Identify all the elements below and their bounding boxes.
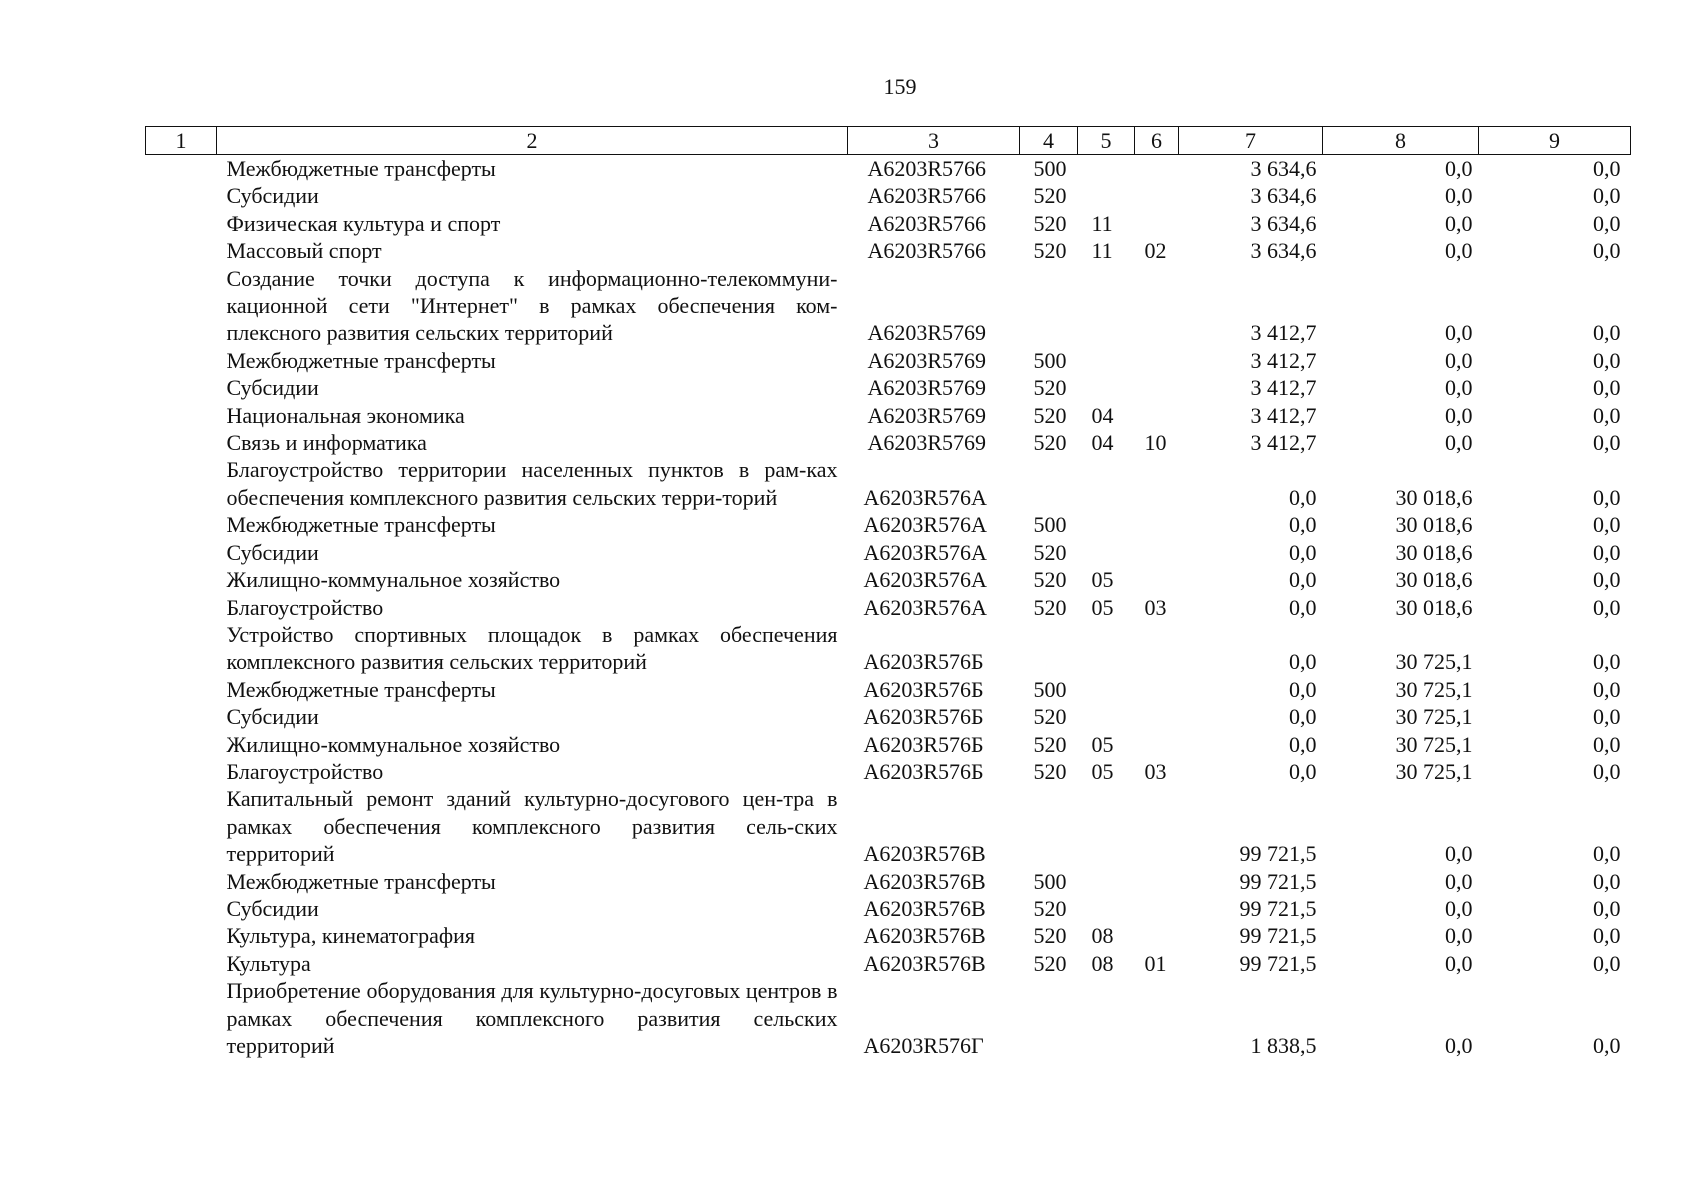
expense-type: 520 bbox=[1033, 594, 1067, 620]
target-code: A6203R576A bbox=[863, 484, 987, 510]
item-name: Субсидии bbox=[226, 375, 319, 401]
amount-col-8: 30 018,6 bbox=[1395, 567, 1473, 593]
expense-type: 520 bbox=[1033, 758, 1067, 784]
item-name: Жилищно-коммунальное хозяйство bbox=[226, 567, 561, 593]
row-number bbox=[146, 237, 217, 264]
amount-col-8: 0,0 bbox=[1445, 210, 1473, 236]
target-code: A6203R5766 bbox=[867, 183, 987, 209]
table-row bbox=[146, 703, 1631, 730]
amount-col-8: 0,0 bbox=[1445, 238, 1473, 264]
section bbox=[1078, 182, 1135, 209]
row-number bbox=[146, 758, 217, 785]
section: 04 bbox=[1091, 402, 1114, 428]
target-code: A6203R576Б bbox=[863, 649, 984, 675]
row-number bbox=[146, 182, 217, 209]
amount-col-9: 0,0 bbox=[1593, 567, 1621, 593]
table-row bbox=[146, 785, 1631, 867]
target-code: A6203R5766 bbox=[867, 210, 987, 236]
row-number bbox=[146, 731, 217, 758]
target-code: A6203R576A bbox=[863, 539, 987, 565]
row-number bbox=[146, 456, 217, 511]
amount-col-8: 30 725,1 bbox=[1395, 758, 1473, 784]
amount-col-9: 0,0 bbox=[1593, 676, 1621, 702]
row-number bbox=[146, 210, 217, 237]
subsection bbox=[1135, 265, 1179, 347]
amount-col-9: 0,0 bbox=[1593, 758, 1621, 784]
expense-type: 520 bbox=[1033, 895, 1067, 921]
section bbox=[1078, 347, 1135, 374]
section bbox=[1078, 155, 1135, 183]
expense-type: 520 bbox=[1033, 402, 1067, 428]
amount-col-7: 3 634,6 bbox=[1250, 183, 1317, 209]
header-col-4: 4 bbox=[1020, 127, 1078, 155]
item-name: Субсидии bbox=[226, 183, 319, 209]
subsection bbox=[1135, 539, 1179, 566]
header-col-6: 6 bbox=[1135, 127, 1179, 155]
row-number bbox=[146, 922, 217, 949]
amount-col-9: 0,0 bbox=[1593, 375, 1621, 401]
item-name: Межбюджетные трансферты bbox=[226, 868, 496, 894]
target-code: A6203R576В bbox=[863, 841, 986, 867]
table-row bbox=[146, 511, 1631, 538]
target-code: A6203R5766 bbox=[867, 156, 987, 181]
amount-col-9: 0,0 bbox=[1593, 156, 1621, 181]
table-header bbox=[146, 127, 1631, 155]
amount-col-7: 99 721,5 bbox=[1239, 950, 1317, 976]
item-name: Устройство спортивных площадок в рамках обеспечения комплексного развития сельских территорий bbox=[226, 621, 838, 675]
expense-type: 500 bbox=[1033, 868, 1067, 894]
expense-type: 520 bbox=[1033, 567, 1067, 593]
amount-col-9: 0,0 bbox=[1593, 210, 1621, 236]
amount-col-7: 1 838,5 bbox=[1250, 1033, 1317, 1058]
table-row bbox=[146, 237, 1631, 264]
target-code: A6203R576В bbox=[863, 895, 986, 921]
amount-col-9: 0,0 bbox=[1593, 512, 1621, 538]
amount-col-8: 0,0 bbox=[1445, 402, 1473, 428]
table-row bbox=[146, 922, 1631, 949]
amount-col-8: 30 018,6 bbox=[1395, 484, 1473, 510]
target-code: A6203R576A bbox=[863, 512, 987, 538]
header-col-2: 2 bbox=[217, 127, 848, 155]
amount-col-9: 0,0 bbox=[1593, 1033, 1621, 1058]
table-row bbox=[146, 950, 1631, 977]
amount-col-7: 0,0 bbox=[1289, 704, 1317, 730]
amount-col-7: 0,0 bbox=[1289, 484, 1317, 510]
subsection bbox=[1135, 676, 1179, 703]
amount-col-9: 0,0 bbox=[1593, 950, 1621, 976]
table-row bbox=[146, 676, 1631, 703]
amount-col-8: 0,0 bbox=[1445, 895, 1473, 921]
amount-col-7: 0,0 bbox=[1289, 512, 1317, 538]
target-code: A6203R5769 bbox=[867, 430, 987, 456]
item-name: Благоустройство bbox=[226, 594, 384, 620]
subsection: 01 bbox=[1144, 950, 1167, 976]
amount-col-7: 0,0 bbox=[1289, 594, 1317, 620]
amount-col-8: 0,0 bbox=[1445, 156, 1473, 181]
header-col-1: 1 bbox=[146, 127, 217, 155]
subsection bbox=[1135, 347, 1179, 374]
table-row bbox=[146, 210, 1631, 237]
subsection bbox=[1135, 922, 1179, 949]
header-col-9: 9 bbox=[1479, 127, 1631, 155]
table-row bbox=[146, 868, 1631, 895]
section bbox=[1078, 785, 1135, 867]
target-code: A6203R576В bbox=[863, 923, 986, 949]
amount-col-8: 30 018,6 bbox=[1395, 512, 1473, 538]
row-number bbox=[146, 895, 217, 922]
row-number bbox=[146, 621, 217, 676]
section: 05 bbox=[1091, 567, 1114, 593]
budget-table bbox=[145, 126, 1631, 1059]
table-row bbox=[146, 456, 1631, 511]
subsection bbox=[1135, 210, 1179, 237]
item-name: Культура bbox=[226, 950, 311, 976]
row-number bbox=[146, 566, 217, 593]
expense-type: 520 bbox=[1033, 539, 1067, 565]
item-name: Физическая культура и спорт bbox=[226, 210, 501, 236]
section bbox=[1078, 895, 1135, 922]
row-number bbox=[146, 402, 217, 429]
amount-col-7: 3 412,7 bbox=[1250, 320, 1317, 346]
amount-col-9: 0,0 bbox=[1593, 539, 1621, 565]
table-row bbox=[146, 155, 1631, 183]
subsection bbox=[1135, 977, 1179, 1059]
expense-type: 500 bbox=[1033, 512, 1067, 538]
row-number bbox=[146, 868, 217, 895]
subsection bbox=[1135, 374, 1179, 401]
amount-col-9: 0,0 bbox=[1593, 895, 1621, 921]
item-name: Приобретение оборудования для культурно-досуговых центров в рамках обеспечения комплексного развития сельских территорий bbox=[226, 978, 838, 1058]
amount-col-9: 0,0 bbox=[1593, 320, 1621, 346]
section: 05 bbox=[1091, 758, 1114, 784]
target-code: A6203R576В bbox=[863, 950, 986, 976]
amount-col-9: 0,0 bbox=[1593, 923, 1621, 949]
table-row bbox=[146, 347, 1631, 374]
item-name: Субсидии bbox=[226, 704, 319, 730]
expense-type: 520 bbox=[1033, 430, 1067, 456]
item-name: Национальная экономика bbox=[226, 402, 465, 428]
subsection bbox=[1135, 456, 1179, 511]
row-number bbox=[146, 703, 217, 730]
table-row bbox=[146, 539, 1631, 566]
section bbox=[1078, 977, 1135, 1059]
amount-col-9: 0,0 bbox=[1593, 649, 1621, 675]
expense-type bbox=[1020, 456, 1078, 511]
row-number bbox=[146, 511, 217, 538]
amount-col-7: 0,0 bbox=[1289, 539, 1317, 565]
subsection bbox=[1135, 895, 1179, 922]
section: 11 bbox=[1091, 238, 1113, 264]
target-code: A6203R576Б bbox=[863, 731, 984, 757]
expense-type: 520 bbox=[1033, 375, 1067, 401]
subsection bbox=[1135, 703, 1179, 730]
header-col-8: 8 bbox=[1323, 127, 1479, 155]
subsection bbox=[1135, 511, 1179, 538]
section bbox=[1078, 374, 1135, 401]
target-code: A6203R576В bbox=[863, 868, 986, 894]
item-name: Благоустройство территории населенных пунктов в рам-ках обеспечения комплексного развития сельских терри-торий bbox=[226, 457, 838, 510]
table-row bbox=[146, 566, 1631, 593]
amount-col-8: 0,0 bbox=[1445, 375, 1473, 401]
row-number bbox=[146, 950, 217, 977]
table-row bbox=[146, 977, 1631, 1059]
subsection bbox=[1135, 402, 1179, 429]
target-code: A6203R576Б bbox=[863, 676, 984, 702]
row-number bbox=[146, 429, 217, 456]
subsection: 02 bbox=[1144, 238, 1167, 264]
amount-col-7: 3 412,7 bbox=[1250, 375, 1317, 401]
section bbox=[1078, 539, 1135, 566]
item-name: Межбюджетные трансферты bbox=[226, 512, 496, 538]
subsection bbox=[1135, 155, 1179, 183]
expense-type: 520 bbox=[1033, 210, 1067, 236]
item-name: Субсидии bbox=[226, 539, 319, 565]
section bbox=[1078, 456, 1135, 511]
target-code: A6203R5769 bbox=[867, 320, 987, 346]
header-col-7: 7 bbox=[1179, 127, 1323, 155]
header-row bbox=[146, 127, 1631, 155]
table-row bbox=[146, 374, 1631, 401]
item-name: Массовый спорт bbox=[226, 238, 382, 264]
amount-col-8: 30 725,1 bbox=[1395, 676, 1473, 702]
item-name: Капитальный ремонт зданий культурно-досугового цен-тра в рамках обеспечения комплексного развития сель-ских территорий bbox=[226, 786, 838, 867]
item-name: Межбюджетные трансферты bbox=[226, 347, 496, 373]
amount-col-9: 0,0 bbox=[1593, 704, 1621, 730]
target-code: A6203R5769 bbox=[867, 375, 987, 401]
amount-col-9: 0,0 bbox=[1593, 731, 1621, 757]
item-name: Межбюджетные трансферты bbox=[226, 676, 496, 702]
row-number bbox=[146, 539, 217, 566]
amount-col-9: 0,0 bbox=[1593, 868, 1621, 894]
expense-type bbox=[1020, 785, 1078, 867]
amount-col-8: 0,0 bbox=[1445, 950, 1473, 976]
expense-type: 520 bbox=[1033, 704, 1067, 730]
row-number bbox=[146, 347, 217, 374]
amount-col-7: 99 721,5 bbox=[1239, 923, 1317, 949]
target-code: A6203R576Б bbox=[863, 758, 984, 784]
subsection: 03 bbox=[1144, 594, 1167, 620]
table-row bbox=[146, 758, 1631, 785]
expense-type: 520 bbox=[1033, 183, 1067, 209]
table-row bbox=[146, 621, 1631, 676]
section bbox=[1078, 703, 1135, 730]
item-name: Межбюджетные трансферты bbox=[226, 156, 496, 181]
amount-col-7: 99 721,5 bbox=[1239, 841, 1317, 867]
table-row bbox=[146, 429, 1631, 456]
subsection bbox=[1135, 566, 1179, 593]
amount-col-9: 0,0 bbox=[1593, 484, 1621, 510]
section: 11 bbox=[1091, 210, 1113, 236]
amount-col-7: 3 412,7 bbox=[1250, 402, 1317, 428]
amount-col-7: 3 412,7 bbox=[1250, 347, 1317, 373]
section bbox=[1078, 511, 1135, 538]
amount-col-7: 3 634,6 bbox=[1250, 238, 1317, 264]
amount-col-7: 99 721,5 bbox=[1239, 868, 1317, 894]
expense-type: 520 bbox=[1033, 238, 1067, 264]
target-code: A6203R576Г bbox=[863, 1033, 984, 1058]
amount-col-8: 30 725,1 bbox=[1395, 731, 1473, 757]
row-number bbox=[146, 594, 217, 621]
amount-col-8: 30 018,6 bbox=[1395, 594, 1473, 620]
section bbox=[1078, 676, 1135, 703]
amount-col-9: 0,0 bbox=[1593, 841, 1621, 867]
amount-col-7: 0,0 bbox=[1289, 731, 1317, 757]
target-code: A6203R5769 bbox=[867, 402, 987, 428]
table-row bbox=[146, 594, 1631, 621]
row-number bbox=[146, 374, 217, 401]
table-row bbox=[146, 895, 1631, 922]
amount-col-8: 0,0 bbox=[1445, 183, 1473, 209]
item-name: Культура, кинематография bbox=[226, 923, 476, 949]
table-row bbox=[146, 265, 1631, 347]
amount-col-8: 30 018,6 bbox=[1395, 539, 1473, 565]
section: 08 bbox=[1091, 950, 1114, 976]
amount-col-9: 0,0 bbox=[1593, 402, 1621, 428]
header-col-3: 3 bbox=[848, 127, 1020, 155]
amount-col-8: 0,0 bbox=[1445, 347, 1473, 373]
row-number bbox=[146, 155, 217, 183]
expense-type bbox=[1020, 265, 1078, 347]
table-row bbox=[146, 182, 1631, 209]
amount-col-7: 0,0 bbox=[1289, 676, 1317, 702]
section: 08 bbox=[1091, 923, 1114, 949]
target-code: A6203R576Б bbox=[863, 704, 984, 730]
expense-type: 500 bbox=[1033, 156, 1067, 181]
section bbox=[1078, 265, 1135, 347]
target-code: A6203R576A bbox=[863, 594, 987, 620]
amount-col-7: 3 412,7 bbox=[1250, 430, 1317, 456]
page-number: 159 bbox=[883, 74, 917, 99]
target-code: A6203R576A bbox=[863, 567, 987, 593]
table-body bbox=[146, 155, 1631, 1060]
section bbox=[1078, 621, 1135, 676]
item-name: Создание точки доступа к информационно-телекоммуни-кационной сети "Интернет" в рамках обеспечения ком-плексного развития сельских территорий bbox=[226, 265, 838, 346]
expense-type: 500 bbox=[1033, 676, 1067, 702]
amount-col-8: 0,0 bbox=[1445, 868, 1473, 894]
target-code: A6203R5766 bbox=[867, 238, 987, 264]
item-name: Благоустройство bbox=[226, 758, 384, 784]
amount-col-7: 99 721,5 bbox=[1239, 895, 1317, 921]
amount-col-9: 0,0 bbox=[1593, 347, 1621, 373]
table-row bbox=[146, 731, 1631, 758]
subsection: 03 bbox=[1144, 758, 1167, 784]
amount-col-7: 0,0 bbox=[1289, 567, 1317, 593]
row-number bbox=[146, 265, 217, 347]
expense-type bbox=[1020, 621, 1078, 676]
target-code: A6203R5769 bbox=[867, 347, 987, 373]
amount-col-8: 30 725,1 bbox=[1395, 649, 1473, 675]
amount-col-8: 0,0 bbox=[1445, 841, 1473, 867]
subsection bbox=[1135, 785, 1179, 867]
row-number bbox=[146, 785, 217, 867]
amount-col-7: 3 634,6 bbox=[1250, 210, 1317, 236]
amount-col-9: 0,0 bbox=[1593, 238, 1621, 264]
expense-type: 520 bbox=[1033, 731, 1067, 757]
amount-col-8: 0,0 bbox=[1445, 1033, 1473, 1058]
subsection bbox=[1135, 182, 1179, 209]
subsection bbox=[1135, 731, 1179, 758]
item-name: Связь и информатика bbox=[226, 430, 427, 456]
subsection bbox=[1135, 621, 1179, 676]
subsection bbox=[1135, 868, 1179, 895]
amount-col-7: 0,0 bbox=[1289, 758, 1317, 784]
amount-col-9: 0,0 bbox=[1593, 430, 1621, 456]
section: 05 bbox=[1091, 594, 1114, 620]
amount-col-9: 0,0 bbox=[1593, 594, 1621, 620]
amount-col-8: 0,0 bbox=[1445, 923, 1473, 949]
header-col-5: 5 bbox=[1078, 127, 1135, 155]
section: 04 bbox=[1091, 430, 1114, 456]
row-number bbox=[146, 676, 217, 703]
amount-col-8: 30 725,1 bbox=[1395, 704, 1473, 730]
expense-type bbox=[1020, 977, 1078, 1059]
row-number bbox=[146, 977, 217, 1059]
expense-type: 520 bbox=[1033, 950, 1067, 976]
expense-type: 520 bbox=[1033, 923, 1067, 949]
expense-type: 500 bbox=[1033, 347, 1067, 373]
table-row bbox=[146, 402, 1631, 429]
amount-col-8: 0,0 bbox=[1445, 320, 1473, 346]
amount-col-9: 0,0 bbox=[1593, 183, 1621, 209]
section bbox=[1078, 868, 1135, 895]
amount-col-7: 3 634,6 bbox=[1250, 156, 1317, 181]
item-name: Субсидии bbox=[226, 895, 319, 921]
subsection: 10 bbox=[1144, 430, 1167, 456]
amount-col-7: 0,0 bbox=[1289, 649, 1317, 675]
amount-col-8: 0,0 bbox=[1445, 430, 1473, 456]
section: 05 bbox=[1091, 731, 1114, 757]
item-name: Жилищно-коммунальное хозяйство bbox=[226, 731, 561, 757]
